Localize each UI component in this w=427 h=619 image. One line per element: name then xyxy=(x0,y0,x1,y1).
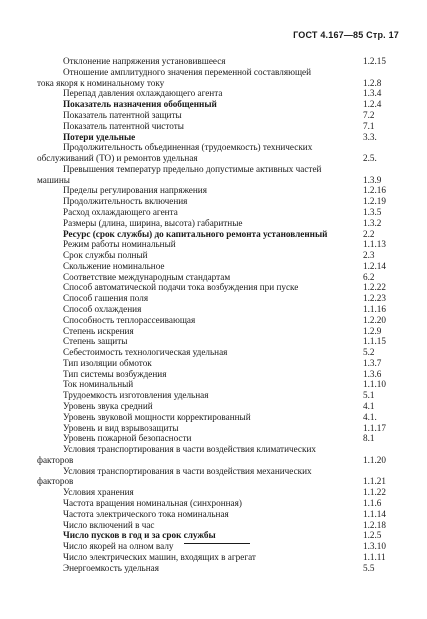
entry-clause-number: 1.1.16 xyxy=(363,303,386,314)
entry-term: Частота вращения номинальная (синхронная) xyxy=(63,498,242,508)
entry-term: Степень искрения xyxy=(63,325,134,336)
entry-term: Способность теплорассеивающая xyxy=(63,314,196,325)
entry-term-continuation: машины xyxy=(37,174,70,185)
entry-term: Уровень и вид взрывозащиты xyxy=(63,422,179,433)
entry-clause-number: 1.1.13 xyxy=(363,239,386,250)
entry-clause-number: 1.1.15 xyxy=(363,336,386,347)
entry-clause-number: 8.1 xyxy=(363,433,375,444)
entry-term: Число пусков в год и за срок службы xyxy=(63,530,216,541)
entry-term: Продолжительность объединенная (трудоемкость) технических xyxy=(63,142,313,153)
entry-clause-number: 5.1 xyxy=(363,390,375,401)
entry-term: Уровень звука средний xyxy=(63,401,153,411)
entry-clause-number: 1.2.9 xyxy=(363,325,382,336)
entry-term: Способ охлаждения xyxy=(63,303,142,314)
entry-clause-number: 7.1 xyxy=(363,120,375,131)
entry-clause-number: 7.2 xyxy=(363,109,375,120)
entry-term: Показатель патентной чистоты xyxy=(63,120,184,131)
entry-term: Частота электрического тока номинальная xyxy=(63,508,229,519)
entry-clause-number: 2.5. xyxy=(363,152,377,163)
entry-term-continuation: тока якоря к номинальному току xyxy=(37,77,165,88)
entry-clause-number: 1.1.21 xyxy=(363,476,386,487)
entry-term: Уровень звуковой мощности корректированный xyxy=(63,411,251,422)
entry-clause-number: 1.2.5 xyxy=(363,530,382,541)
entry-term: Число электрических машин, входящих в агрегат xyxy=(63,551,256,562)
entry-clause-number: 5.2 xyxy=(363,347,375,358)
entry-clause-number: 6.2 xyxy=(363,271,375,282)
entry-term: Отношение амплитудного значения переменной составляющей xyxy=(63,66,312,77)
entry-clause-number: 1.2.22 xyxy=(363,282,386,293)
entry-clause-number: 4.1. xyxy=(363,411,377,422)
entry-clause-number: 1.1.20 xyxy=(363,454,386,465)
entry-clause-number: 1.2.16 xyxy=(363,185,386,196)
entry-term: Пределы регулирования напряжения xyxy=(63,185,207,196)
entry-clause-number: 1.1.10 xyxy=(363,379,386,390)
entry-term: Отклонение напряжения установившееся xyxy=(63,56,226,66)
entry-clause-number: 1.3.10 xyxy=(363,541,386,552)
entry-clause-number: 5.5 xyxy=(363,562,375,573)
entry-term: Условия транспортирования в части воздействия механических xyxy=(63,465,312,476)
entry-term: Размеры (длина, ширина, высота) габаритные xyxy=(63,217,243,228)
entry-term: Трудоемкость изготовления удельная xyxy=(63,390,209,401)
entry-term: Ток номинальный xyxy=(63,379,134,390)
entry-clause-number: 1.2.23 xyxy=(363,293,386,304)
entry-term: Условия транспортирования в части воздействия климатических xyxy=(63,444,316,455)
entry-term: Способ автоматической подачи тока возбуждения при пуске xyxy=(63,282,299,293)
entry-clause-number: 3.3. xyxy=(363,131,377,142)
entry-clause-number: 1.3.4 xyxy=(363,88,382,99)
entry-term-continuation: факторов xyxy=(37,454,74,465)
entry-term: Условия хранения xyxy=(63,487,134,498)
entry-clause-number: 1.2.19 xyxy=(363,196,386,207)
entry-clause-number: 1.2.8 xyxy=(363,77,382,88)
page-header: ГОСТ 4.167—85 Стр. 17 xyxy=(293,30,399,40)
entry-clause-number: 1.3.9 xyxy=(363,174,382,185)
entry-clause-number: 1.2.14 xyxy=(363,260,386,271)
entry-clause-number: 1.3.2 xyxy=(363,217,382,228)
entry-term: Показатель патентной защиты xyxy=(63,109,182,120)
entry-clause-number: 1.1.14 xyxy=(363,508,386,519)
entry-term: Срок службы полный xyxy=(63,250,148,260)
entry-term: Соответствие международным стандартам xyxy=(63,271,231,282)
entry-clause-number: 1.1.6 xyxy=(363,498,382,508)
entry-term-continuation: обслуживаний (ТО) и ремонтов удельная xyxy=(37,152,198,163)
entry-term: Показатель назначения обобщенный xyxy=(63,99,217,110)
entry-term: Ресурс (срок службы) до капитального ремонта установленный xyxy=(63,228,328,239)
entry-clause-number: 2.2 xyxy=(363,228,375,239)
entry-clause-number: 4.1 xyxy=(363,401,375,411)
entry-term: Перепад давления охлаждающего агента xyxy=(63,88,223,99)
entry-clause-number: 1.3.6 xyxy=(363,368,382,379)
entry-term: Превышения температур предельно допустимые активных частей xyxy=(63,163,322,174)
entry-term: Тип системы возбуждения xyxy=(63,368,167,379)
entry-term: Скольжение номинальное xyxy=(63,260,165,271)
entry-term: Расход охлаждающего агента xyxy=(63,206,178,217)
entry-clause-number: 2.3 xyxy=(363,250,375,260)
entry-term: Продолжительность включения xyxy=(63,196,188,207)
entry-term-continuation: факторов xyxy=(37,476,74,487)
entry-term: Энергоемкость удельная xyxy=(63,562,159,573)
end-rule xyxy=(184,543,250,544)
entry-term: Уровень пожарной безопасности xyxy=(63,433,192,444)
entry-clause-number: 1.1.11 xyxy=(363,551,386,562)
entry-clause-number: 1.1.22 xyxy=(363,487,386,498)
entry-clause-number: 1.3.5 xyxy=(363,206,382,217)
entry-clause-number: 1.2.18 xyxy=(363,519,386,530)
entry-term: Себестоимость технологическая удельная xyxy=(63,347,228,358)
entry-term: Режим работы номинальный xyxy=(63,239,176,250)
entry-term: Способ гашения поля xyxy=(63,293,149,304)
entry-term: Степень защиты xyxy=(63,336,128,347)
entry-term: Потери удельные xyxy=(63,131,136,142)
entry-clause-number: 1.2.4 xyxy=(363,99,382,110)
entry-clause-number: 1.3.7 xyxy=(363,357,382,368)
entry-term: Число включений в час xyxy=(63,519,155,530)
entry-clause-number: 1.2.20 xyxy=(363,314,386,325)
entry-term: Число якорей на олном валу xyxy=(63,541,174,552)
entry-term: Тип изоляции обмоток xyxy=(63,357,152,368)
entry-clause-number: 1.2.15 xyxy=(363,56,386,66)
entry-clause-number: 1.1.17 xyxy=(363,422,386,433)
